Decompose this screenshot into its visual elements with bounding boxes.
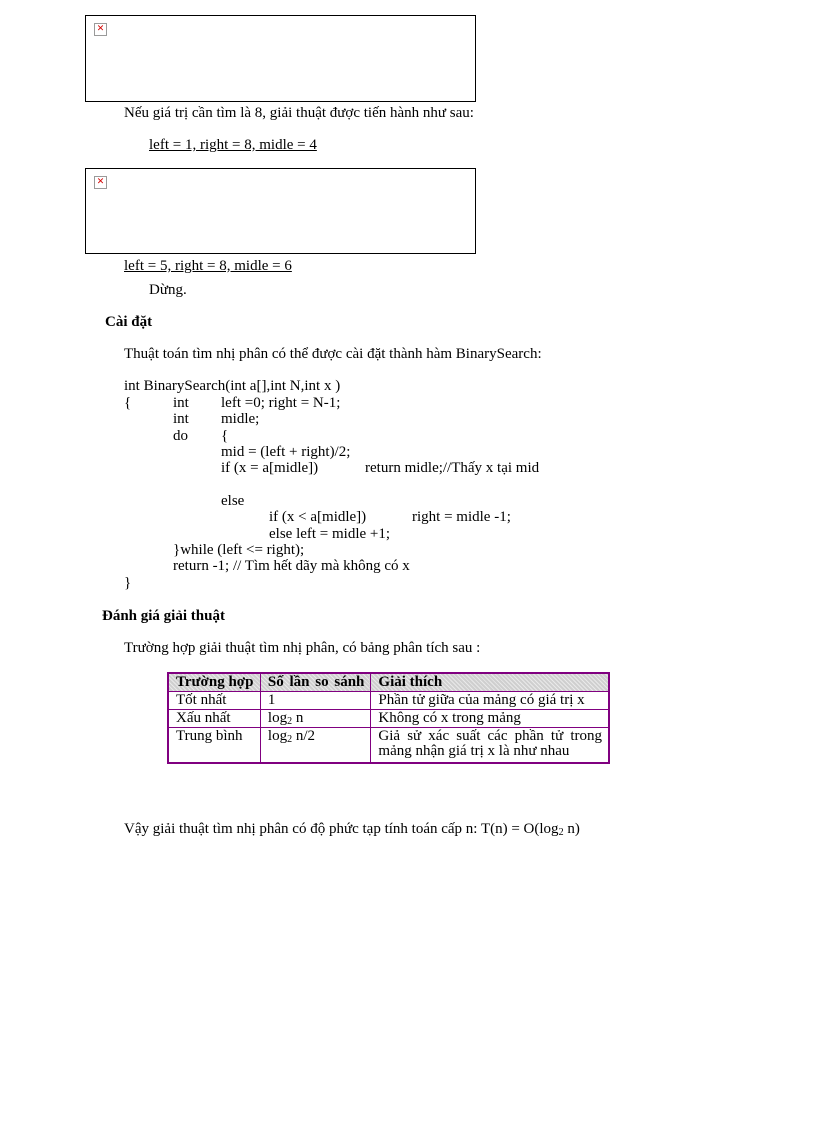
figure-placeholder-2 (85, 168, 476, 254)
header-count: Số lần so sánh (260, 673, 371, 692)
conclusion-text: Vậy giải thuật tìm nhị phân có độ phức tạp tính toán cấp n: $T(n) = O(\log_2$ n) (124, 821, 580, 838)
cell-explain: Phần tử giữa của mảng có giá trị x (371, 692, 609, 710)
cell-case: Tốt nhất (168, 692, 260, 710)
code-line-12: } (124, 575, 132, 591)
install-text: Thuật toán tìm nhị phân có thể được cài đặt thành hàm BinarySearch: (124, 346, 542, 362)
code-line-4-kw: do (173, 428, 188, 444)
code-line-3-body: midle; (221, 411, 260, 427)
code-line-2: { (124, 395, 132, 411)
code-line-1: int BinarySearch(int a[],int N,int x ) (124, 378, 341, 394)
cell-explain: Giả sử xác suất các phần tử trong mảng nhận giá trị x là như nhau (371, 728, 609, 764)
code-line-3-kw: int (173, 411, 189, 427)
figure-placeholder-1 (85, 15, 476, 102)
broken-image-icon: ✕ (94, 23, 107, 36)
cell-count: 1 (260, 692, 371, 710)
cell-case: Trung bình (168, 728, 260, 764)
eval-text: Trường hợp giải thuật tìm nhị phân, có bảng phân tích sau : (124, 640, 481, 656)
cell-case: Xấu nhất (168, 710, 260, 728)
intro-text: Nếu giá trị cần tìm là 8, giải thuật được tiến hành như sau: (124, 105, 474, 121)
header-explain: Giải thích (371, 673, 609, 692)
code-line-8-right: right = midle -1; (412, 509, 511, 525)
broken-image-icon: ✕ (94, 176, 107, 189)
code-line-4-brace: { (221, 428, 229, 444)
analysis-table (167, 672, 610, 764)
code-line-8: if (x < a[midle]) (269, 509, 367, 525)
cell-count: $\log_2 n/2$ (260, 728, 371, 764)
code-line-5: mid = (left + right)/2; (221, 444, 351, 460)
stop-text: Dừng. (149, 282, 187, 298)
section-heading-install: Cài đặt (105, 314, 153, 330)
code-line-9: else left = midle +1; (269, 526, 391, 542)
code-line-2-kw: int (173, 395, 189, 411)
code-line-2-body: left =0; right = N-1; (221, 395, 341, 411)
step-2: left = 5, right = 8, midle = 6 (124, 258, 292, 274)
table-row (168, 692, 609, 710)
step-1: left = 1, right = 8, midle = 4 (149, 137, 317, 153)
code-line-11: return -1; // Tìm hết dãy mà không có x (173, 558, 410, 574)
cell-explain: Không có x trong mảng (371, 710, 609, 728)
section-heading-eval: Đánh giá giải thuật (102, 608, 225, 624)
code-line-6: if (x = a[midle]) (221, 460, 319, 476)
table-row (168, 710, 609, 728)
code-line-7: else (221, 493, 245, 509)
table-row (168, 728, 609, 764)
table-header-row (168, 673, 609, 692)
code-line-10: }while (left <= right); (173, 542, 305, 558)
code-line-6-return: return midle;//Thấy x tại mid (365, 460, 540, 476)
cell-count: $\log_2 n$ (260, 710, 371, 728)
header-case: Trường hợp (168, 673, 260, 692)
